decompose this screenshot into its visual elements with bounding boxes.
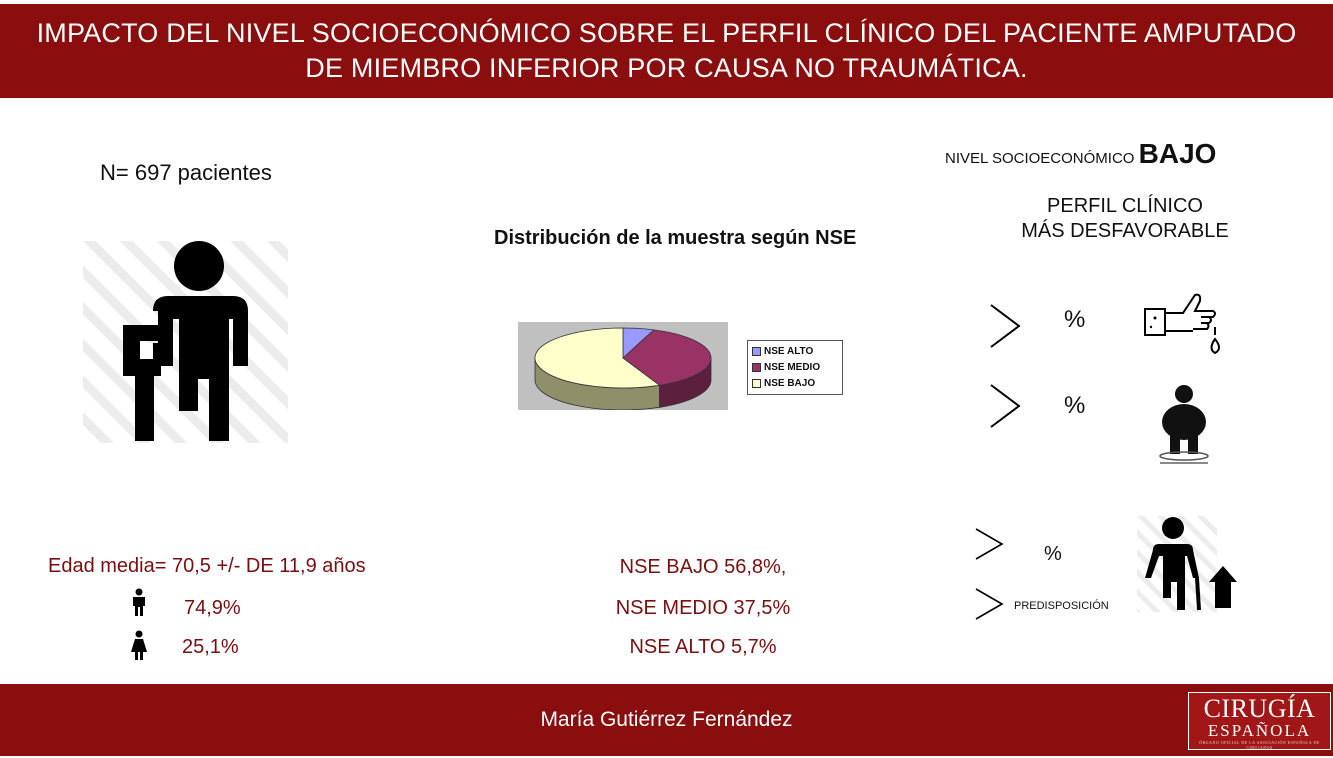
- nse-heading: [945, 138, 1216, 170]
- legend-item-medio: [752, 359, 838, 375]
- title-line-2: DE MIEMBRO INFERIOR POR CAUSA NO TRAUMÁTICA.: [305, 53, 1028, 83]
- greater-than-icon: [974, 527, 1004, 561]
- percent-symbol: %: [1044, 543, 1062, 565]
- logo-line-1: CIRUGÍA: [1203, 694, 1316, 723]
- legend-swatch-medio: [752, 363, 761, 372]
- pie-chart: [518, 322, 728, 410]
- profile-title: [1000, 194, 1250, 244]
- author-name: María Gutiérrez Fernández: [540, 708, 793, 731]
- nse-heading-level: BAJO: [1138, 138, 1217, 169]
- greater-than-icon: [974, 587, 1004, 621]
- percent-symbol: %: [1064, 306, 1086, 333]
- legend-label-alto: NSE ALTO: [764, 345, 814, 357]
- nse-heading-prefix: NIVEL SOCIOECONÓMICO: [945, 150, 1135, 167]
- greater-than-icon: [988, 382, 1022, 430]
- predisposition-label: PREDISPOSICIÓN: [1014, 600, 1109, 612]
- journal-logo: [1188, 692, 1331, 750]
- sample-size: N= 697 pacientes: [100, 160, 272, 185]
- greater-than-icon: [988, 302, 1022, 350]
- male-icon: [128, 588, 150, 616]
- chart-title: Distribución de la muestra según NSE: [494, 227, 857, 249]
- nse-alto-value: NSE ALTO 5,7%: [629, 636, 777, 658]
- footer-bar: [0, 684, 1333, 756]
- percent-symbol: %: [1064, 392, 1086, 419]
- legend-item-alto: [752, 343, 838, 359]
- obesity-icon: [1154, 384, 1214, 470]
- logo-line-2: ESPAÑOLA: [1207, 721, 1312, 740]
- legend-swatch-bajo: [752, 379, 761, 388]
- legend-swatch-alto: [752, 347, 761, 356]
- mean-age: Edad media= 70,5 +/- DE 11,9 años: [48, 555, 366, 577]
- legend-item-bajo: [752, 375, 838, 391]
- male-percentage: 74,9%: [184, 597, 241, 619]
- pie-top: [535, 328, 711, 388]
- profile-title-line-2: MÁS DESFAVORABLE: [1021, 220, 1229, 242]
- legend-label-bajo: NSE BAJO: [764, 377, 816, 389]
- female-percentage: 25,1%: [182, 636, 239, 658]
- nse-bajo-value: NSE BAJO 56,8%,: [619, 556, 787, 578]
- legend-label-medio: NSE MEDIO: [764, 361, 821, 373]
- amputee-cane-arrow-icon: [1137, 516, 1247, 612]
- title-line-1: IMPACTO DEL NIVEL SOCIOECONÓMICO SOBRE EL PERFIL CLÍNICO DEL PACIENTE AMPUTADO: [36, 18, 1297, 48]
- chart-legend: [747, 340, 843, 395]
- profile-title-line-1: PERFIL CLÍNICO: [1047, 195, 1203, 217]
- diabetes-glucose-icon: [1143, 291, 1231, 359]
- title-banner: [0, 4, 1333, 98]
- nse-medio-value: NSE MEDIO 37,5%: [615, 597, 791, 619]
- female-icon: [128, 630, 150, 660]
- logo-line-3: ÓRGANO OFICIAL DE LA ASOCIACIÓN ESPAÑOLA DE CIRUJANOS: [1199, 740, 1320, 750]
- amputee-person-icon: [83, 241, 288, 443]
